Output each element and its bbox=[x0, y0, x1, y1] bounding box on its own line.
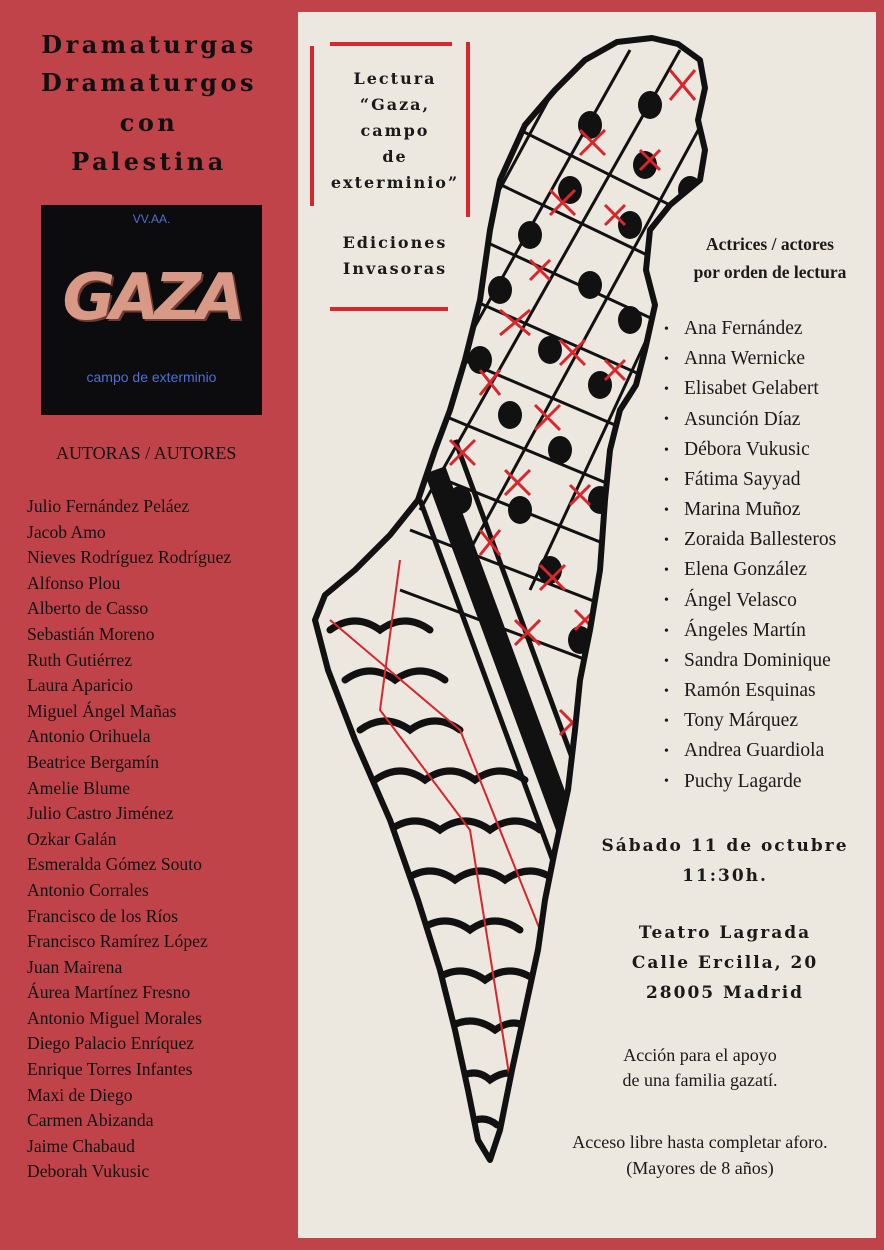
action-note-line: Acción para el apoyo bbox=[623, 1045, 777, 1065]
actor-item: • Zoraida Ballesteros bbox=[664, 525, 836, 555]
title-line-3: con bbox=[119, 108, 179, 137]
reading-title-line: campo bbox=[360, 121, 430, 140]
actor-item: • Ana Fernández bbox=[664, 314, 836, 344]
event-time: 11:30h. bbox=[682, 866, 768, 886]
author-item: Sebastián Moreno bbox=[27, 623, 155, 644]
author-item: Áurea Martínez Fresno bbox=[27, 982, 191, 1003]
reading-title-line: “Gaza, bbox=[359, 95, 431, 114]
publisher-line: Invasoras bbox=[342, 259, 448, 278]
author-item: Julio Fernández Peláez bbox=[27, 496, 190, 516]
actor-item: • Tony Márquez bbox=[664, 706, 836, 736]
author-item: Jacob Amo bbox=[27, 521, 106, 542]
title-line-4: Palestina bbox=[71, 147, 227, 176]
actor-item: • Fátima Sayyad bbox=[664, 465, 836, 495]
author-item: Amelie Blume bbox=[27, 777, 131, 798]
author-item: Antonio Corrales bbox=[27, 879, 149, 900]
author-item: Beatrice Bergamín bbox=[27, 751, 160, 772]
author-item: Alfonso Plou bbox=[27, 572, 121, 593]
reading-title-line: de bbox=[382, 147, 408, 166]
actor-item: • Sandra Dominique bbox=[664, 646, 836, 676]
authors-heading: AUTORAS / AUTORES bbox=[56, 443, 237, 463]
actor-item: • Elena González bbox=[664, 555, 836, 585]
book-cover bbox=[41, 205, 262, 415]
action-note-line: de una familia gazatí. bbox=[622, 1070, 778, 1090]
book-subtitle: campo de exterminio bbox=[86, 369, 217, 385]
actor-item: • Andrea Guardiola bbox=[664, 736, 836, 766]
actors-list bbox=[664, 314, 836, 797]
author-item: Ruth Gutiérrez bbox=[27, 649, 133, 670]
actor-item: • Ángel Velasco bbox=[664, 586, 836, 616]
actor-item: • Marina Muñoz bbox=[664, 495, 836, 525]
red-bar-left bbox=[310, 46, 314, 206]
book-title: GAZA bbox=[62, 261, 241, 335]
author-item: Enrique Torres Infantes bbox=[27, 1059, 193, 1080]
actor-item: • Asunción Díaz bbox=[664, 405, 836, 435]
actor-item: • Puchy Lagarde bbox=[664, 767, 836, 797]
reading-title-line: Lectura bbox=[353, 69, 437, 88]
author-item: Maxi de Diego bbox=[27, 1084, 133, 1105]
author-item: Juan Mairena bbox=[27, 956, 123, 977]
author-item: Esmeralda Gómez Souto bbox=[27, 854, 202, 875]
author-item: Julio Castro Jiménez bbox=[27, 803, 174, 824]
event-venue: Teatro Lagrada bbox=[638, 923, 812, 943]
author-item: Jaime Chabaud bbox=[27, 1135, 135, 1156]
author-item: Diego Palacio Enríquez bbox=[27, 1033, 195, 1054]
actors-heading-line: Actrices / actores bbox=[706, 234, 834, 254]
title-line-2: Dramaturgos bbox=[41, 68, 257, 97]
red-bar-bottom bbox=[330, 307, 448, 311]
author-item: Alberto de Casso bbox=[27, 598, 149, 619]
reading-title-line: exterminio” bbox=[330, 173, 460, 192]
access-note-line: (Mayores de 8 años) bbox=[626, 1158, 774, 1178]
author-item: Miguel Ángel Mañas bbox=[27, 700, 177, 721]
actor-item: • Elisabet Gelabert bbox=[664, 374, 836, 404]
author-item: Laura Aparicio bbox=[27, 675, 134, 696]
red-bar-top bbox=[330, 42, 452, 46]
actor-item: • Anna Wernicke bbox=[664, 344, 836, 374]
access-note-line: Acceso libre hasta completar aforo. bbox=[572, 1132, 828, 1152]
actor-item: • Ángeles Martín bbox=[664, 616, 836, 646]
title-line-1: Dramaturgas bbox=[41, 30, 257, 59]
actors-heading bbox=[660, 230, 880, 286]
author-item: Nieves Rodríguez Rodríguez bbox=[27, 547, 232, 568]
authors-list bbox=[27, 494, 231, 1185]
left-panel bbox=[0, 0, 298, 1250]
book-label-top: VV.AA. bbox=[132, 212, 171, 226]
author-item: Francisco de los Ríos bbox=[27, 905, 178, 926]
actor-item: • Débora Vukusic bbox=[664, 435, 836, 465]
author-item: Francisco Ramírez López bbox=[27, 931, 208, 952]
author-item: Carmen Abizanda bbox=[27, 1110, 154, 1131]
author-item: Antonio Orihuela bbox=[27, 726, 151, 747]
event-city: 28005 Madrid bbox=[645, 983, 805, 1003]
author-item: Antonio Miguel Morales bbox=[27, 1007, 202, 1028]
author-item: Ozkar Galán bbox=[27, 828, 117, 849]
event-date: Sábado 11 de octubre bbox=[601, 836, 849, 856]
author-item: Deborah Vukusic bbox=[27, 1161, 150, 1182]
actor-item: • Ramón Esquinas bbox=[664, 676, 836, 706]
publisher-line: Ediciones bbox=[342, 233, 448, 252]
actors-heading-line: por orden de lectura bbox=[693, 262, 847, 282]
event-street: Calle Ercilla, 20 bbox=[631, 953, 819, 973]
